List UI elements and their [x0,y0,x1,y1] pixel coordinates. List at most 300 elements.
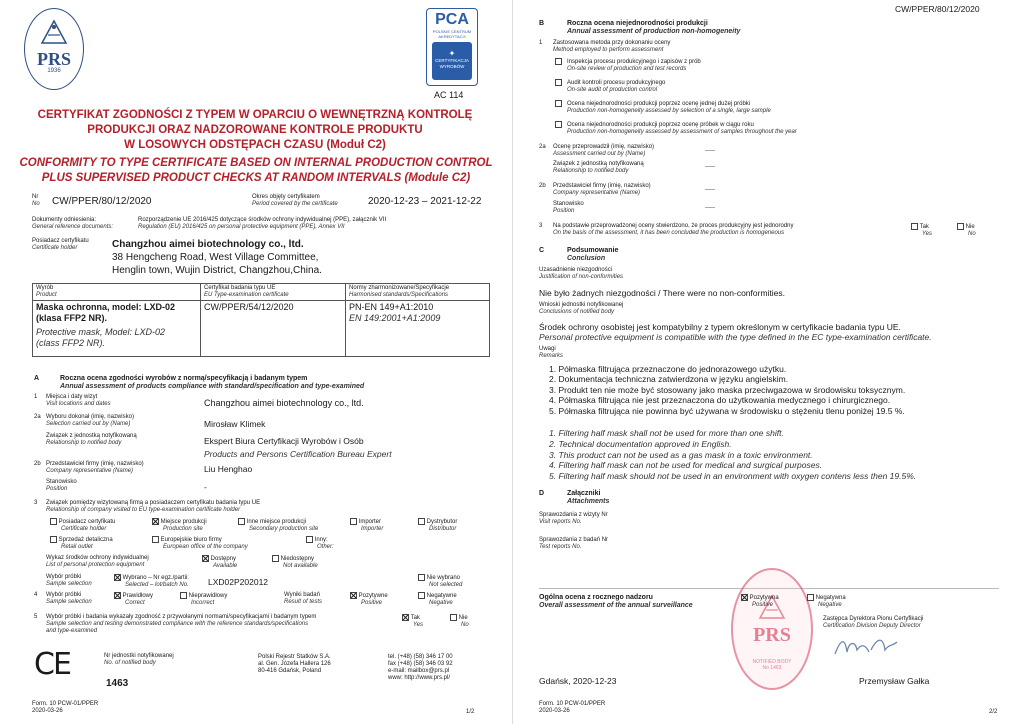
opt4-label: Importer [358,519,382,526]
period-value: 2020-12-23 – 2021-12-22 [368,196,482,207]
concl-label [539,302,623,316]
section-b-title-pl: Roczna ocena niejednorodności produkcji [567,20,708,27]
a2b-value-pl: Ekspert Biura Certyfikacji Wyrobów i Osób [204,436,364,446]
test-reports [539,537,608,551]
a3-label [46,500,260,514]
pca-badge [432,42,472,80]
col-cert-pl: Certyfikat badania typu UE [204,285,276,291]
rem-pl: Uwagi [539,346,556,352]
star-icon: ✦ [448,49,456,58]
pca-logo [426,8,478,86]
b3-label [553,223,793,237]
docref-label-en: General reference documents: [32,224,114,230]
period-label-en: Period covered by the certificate [252,201,338,207]
a1-num: 1 [34,394,38,400]
b2b-value: ----- [705,164,715,170]
a1-value: Changzhou aimei biotechnology co., ltd. [204,398,364,408]
tel: tel. (+48) (58) 346 17 00 [388,654,453,660]
title-pl [20,108,490,153]
opt-production-site[interactable] [152,518,207,533]
overall-pos: Pozytywna [749,595,779,602]
b3-no[interactable] [957,223,976,238]
b2a-value: ----- [705,148,715,154]
period-label [252,194,338,208]
b2d-pl: Stanowisko [553,201,584,207]
neg-label: Negatywne [426,593,457,600]
concl-pl: Wnioski jednostki notyfikowanej [539,302,624,308]
a4-label [46,592,92,606]
sel-label-en: Sample selection [46,581,92,587]
pca-sub1: POLSKIE CENTRUM [432,29,472,34]
docref-en: Regulation (EU) 2016/425 on personal protective equipment (PPE), Annex VII [138,224,345,230]
checkbox-checked-icon[interactable] [202,555,209,562]
holder-address1: 38 Hengcheng Road, West Village Committee, [112,252,319,263]
title-pl-line3: W LOSOWYCH ODSTĘPACH CZASU (Moduł C2) [124,139,386,151]
col-std-pl: Normy zharmonizowane/Specyfikacje [349,285,450,291]
opt-negative[interactable] [418,592,457,607]
nb-number: 1463 [106,678,129,689]
signer-name: Przemysław Gałka [859,676,930,686]
checkbox-icon[interactable] [911,223,918,230]
ppe-list-pl: Wykaz środków ochrony indywidualnej [46,555,149,561]
nc-en: Justification of non-conformities [539,274,624,280]
a2-pl: Sprawozdania z badań Nr [539,537,609,543]
checkbox-checked-icon[interactable] [152,518,159,525]
list-item: 3. This product can not be used as a gas mask in a toxic environment. [549,449,813,460]
concl-value-en: Personal protective equipment is compatible with the type defined in the EC type-examination certificate. [539,332,932,342]
overall-en: Overall assessment of the annual surveillance [539,602,693,609]
r-form-date: 2020-03-26 [539,708,570,714]
www: www: http://www.prs.pl/ [388,675,451,681]
holder-name: Changzhou aimei biotechnology co., ltd. [112,239,304,250]
dep2: Certification Division Deputy Director [823,623,921,629]
res-label-en: Result of tests [284,599,323,605]
a2d-value: - [204,482,207,492]
opt-positive[interactable] [350,592,388,607]
b2a-en: Assessment carried out by (Name) [553,151,646,157]
checkbox-icon[interactable] [50,518,57,525]
opt-certificate-holder[interactable] [50,518,115,533]
a5-num: 5 [34,614,38,620]
sel2-label: Nie wybrano [426,575,461,582]
remarks-pl-list [549,364,905,416]
section-d-title-en: Attachments [567,498,610,505]
c2-en: Incorrect [191,600,215,607]
opt-incorrect[interactable] [180,592,227,607]
prs-logo-year: 1936 [47,68,61,74]
org3: 80-416 Gdańsk, Poland [258,668,322,674]
ppe-list-label [46,555,149,569]
nr-label [32,194,40,208]
certificate-number: CW/PPER/80/12/2020 [52,196,152,207]
b1-label [553,40,670,54]
checkbox-checked-icon[interactable] [114,574,121,581]
b3-nie: Nie [965,224,975,231]
concl-value [539,322,932,342]
checkbox-icon[interactable] [152,536,159,543]
rem-en: Remarks [539,353,564,359]
checkbox-icon[interactable] [957,223,964,230]
section-c-letter: C [539,247,545,254]
title-pl-line2: PRODUKCJI ORAZ NADZOROWANE KONTROLE PRODUKTU [87,124,423,136]
b3-tak: Tak [919,224,929,231]
b1-en: Method employed to perform assessment [553,47,664,53]
list-item: 1. Półmaska filtrująca przeznaczone do jednorazowego użytku. [549,364,787,374]
opt3-label: Inne miejsce produkcji [246,519,307,526]
checkbox-icon[interactable] [555,79,562,86]
right-page-number: 2/2 [989,709,998,715]
a2b-label [46,433,137,447]
a4-label-pl: Wybór próbki [46,592,82,598]
opt-secondary-site[interactable] [238,518,318,533]
title-en-line2: PLUS SUPERVISED PRODUCT CHECKS AT RANDOM INTERVALS (Module C2) [41,172,471,184]
col-product-en: Product [36,292,57,298]
checkbox-icon[interactable] [50,536,57,543]
holder-label-pl: Posiadacz certyfikatu [32,238,89,244]
sample-selection-label [46,574,92,588]
a5-label [46,614,396,635]
holder-label [32,238,89,252]
product-pl: Maska ochronna, model: LXD-02 [36,302,176,312]
list-item: 2. Dokumentacja techniczna zatwierdzona w języku angielskim. [549,374,789,385]
b1-num: 1 [539,40,543,46]
mail: e-mail: mailbox@prs.pl [388,668,450,674]
a2a-value: Mirosław Klimek [204,419,266,429]
checkbox-icon[interactable] [238,518,245,525]
a2b-label-en: Relationship to notified body [46,440,122,446]
sel2-en: Not selected [429,582,463,589]
neg-en: Negative [429,600,453,607]
ce-mark: CE [34,647,70,682]
std-en-value: EN 149:2001+A1:2009 [349,313,441,323]
visit-reports [539,512,608,526]
sel1-label: Wybrano – Nr egz./partii: [122,575,189,582]
deputy-title [823,616,923,630]
a1-label-en: Visit locations and dates [46,401,111,407]
a2a-label-en: Selection carried out by (Name) [46,421,131,427]
a1-label [46,394,111,408]
checkbox-icon[interactable] [306,536,313,543]
title-en-line1: CONFORMITY TO TYPE CERTIFICATE BASED ON INTERNAL PRODUCTION CONTROL [19,157,493,169]
a3-label-pl: Związek pomiędzy wizytowaną firmą a posiadaczem certyfikatu badania typu UE [46,500,261,506]
b2d-label [553,201,584,215]
a2d-label-en: Position [46,486,68,492]
opt-available[interactable] [202,555,237,570]
col-standards [346,284,490,301]
checkbox-icon[interactable] [555,121,562,128]
pca-sub3: CERTYFIKACJA [435,58,469,63]
opt-other[interactable] [306,536,334,551]
section-c-title-en: Conclusion [567,255,606,262]
avail-label: Dostępny [210,556,237,563]
b2b-en: Relationship to notified body [553,168,629,174]
pca-sub2: AKREDYTACJI [438,34,466,39]
product-en2: (class FFP2 NR). [36,338,106,348]
opt2-en: Production site [163,526,203,533]
opt5-en: Distributor [429,526,457,533]
a2a-num: 2a [34,414,41,420]
section-b-letter: B [539,20,545,27]
form-id [32,701,98,715]
a4-label-en: Sample selection [46,599,92,605]
avail-en: Available [213,563,238,570]
b2c-value: ----- [705,187,715,193]
r-form: Form. 10 PCW-01/PPER [539,701,606,707]
section-b-title [567,20,740,36]
overall-pos-en: Positive [752,602,774,609]
overall-label [539,594,693,610]
overall-pl: Ogólna ocena z rocznego nadzoru [539,594,653,601]
b2a-num: 2a [539,144,546,150]
c2-label: Nieprawidłowy [188,593,228,600]
b2c-label [553,183,651,197]
section-c-title [567,247,618,263]
opt4-en: Importer [361,526,384,533]
a2b-value [204,436,392,459]
checkbox-icon[interactable] [555,58,562,65]
list-item: 5. Filtering half mask should not be used in an environment with oxygen contens less then 19.5%. [549,471,917,482]
b3-en: On the basis of the assessment, it has been concluded the production is homogeneous [553,230,785,236]
tak-label: Tak [410,615,420,622]
m2: Audit kontroli procesu produkcyjnego [567,80,666,87]
cert-cell [201,301,346,357]
page-number: 1/2 [466,709,475,715]
section-a-title-pl: Roczna ocena zgodności wyrobów z normą/specyfikacją i badanym typem [60,375,308,382]
list-item: 4. Półmaska filtrująca nie jest przeznaczona do użytkowania medycznego i chirurgicznego. [549,395,891,406]
opt-distributor[interactable] [418,518,457,533]
navail-label: Niedostępny [280,556,315,563]
cert-value: CW/PPER/54/12/2020 [204,302,294,312]
prs-logo [24,8,84,90]
org1: Polski Rejestr Statków S.A. [258,654,331,660]
section-c-title-pl: Podsumowanie [567,247,619,254]
section-a-letter: A [34,375,40,382]
opt1-label: Posiadacz certyfikatu [58,519,116,526]
opt2-label: Miejsce produkcji [160,519,207,526]
section-d-letter: D [539,490,545,497]
a2d-label-pl: Stanowisko [46,479,77,485]
table-row [33,301,490,357]
a2c-label-pl: Przedstawiciel firmy (imię, nazwisko) [46,461,144,467]
concl-en: Conclusions of notified body [539,309,615,315]
section-b-title-en: Annual assessment of production non-homogeneity [567,28,741,35]
checkbox-checked-icon[interactable] [114,592,121,599]
method-3[interactable] [555,100,771,115]
remarks-label [539,346,563,360]
nc-label [539,267,623,281]
section-a-title-en: Annual assessment of products compliance with standard/specification and type-examined [60,383,365,390]
org-contact [388,654,453,682]
res-label-pl: Wyniki badań [284,592,320,598]
form-date: 2020-03-26 [32,708,63,714]
product-table [32,283,490,357]
pca-logo-text: PCA [435,11,469,28]
m4: Ocena niejednorodności produkcji poprzez ocenę próbek w ciągu roku [567,122,754,129]
opt-retail[interactable] [50,536,113,551]
m3-en: Production non-homogeneity assessed by selection of a single, large sample [567,108,771,115]
docref-label-pl: Dokumenty odniesienia: [32,217,97,223]
prs-logo-text: PRS [36,49,71,69]
std-value: PN-EN 149+A1:2010 [349,302,434,312]
prs-stamp [731,568,813,690]
sel-label-pl: Wybór próbki [46,574,82,580]
list-item: 3. Produkt ten nie może być stosowany jako maska przeciwgazowa w środowisku toksycznym. [549,384,906,395]
period-label-pl: Okres objęty certyfikatem [252,194,320,200]
a2c-num: 2b [34,461,41,467]
opt-not-available[interactable] [272,555,318,570]
col-std-en: Harmonised standards/Specifications [349,292,449,298]
title-pl-line1: CERTYFIKAT ZGODNOŚCI Z TYPEM W OPARCIU O WEWNĘTRZNĄ KONTROLĘ [37,109,473,121]
overall-neg-en: Negative [818,602,842,609]
opt-importer[interactable] [350,518,383,533]
method-1[interactable] [555,58,701,73]
fax: fax (+48) (58) 346 03 92 [388,661,453,667]
title-en [6,156,506,186]
overall-positive[interactable] [741,594,779,609]
list-item: 5. Półmaska filtrująca nie powinna być używana w środowisku o stężeniu tlenu poniżej 19.5 %. [549,405,905,416]
checkbox-icon[interactable] [418,574,425,581]
opt7-label: Europejskie biuro firmy [160,537,222,544]
col-cert-en: EU Type-examination certificate [204,292,289,298]
docref-label [32,217,113,231]
stamp-sub: NOTIFIED BODY [752,659,792,665]
docref-pl: Rozporządzenie UE 2016/425 dotyczące środków ochrony indywidualnej (PPE), załącznik VII [138,217,387,223]
opt6-label: Sprzedaż detaliczna [58,537,113,544]
opt-correct[interactable] [114,592,153,607]
section-d-title [567,490,609,506]
docref-text [138,217,386,231]
a1-en: Visit reports No. [539,519,582,525]
section-d-title-pl: Załączniki [567,490,601,497]
pca-code: AC 114 [434,90,464,100]
opt-european-office[interactable] [152,536,248,551]
checkbox-icon[interactable] [807,594,814,601]
checkbox-icon[interactable] [450,614,457,621]
product-pl2: (klasa FFP2 NR). [36,313,108,323]
b2d-en: Position [553,208,575,214]
checkbox-checked-icon[interactable] [741,594,748,601]
nb-label-pl: Nr jednostki notyfikowanej [104,653,174,659]
opt8-en: Other: [317,544,334,551]
a4-num: 4 [34,592,38,598]
b2a-pl: Ocenę przeprowadził (imię, nazwisko) [553,144,655,150]
std-cell [346,301,490,357]
a2c-label [46,461,144,475]
sel1-en: Selected – lot/batch No. [125,582,189,589]
opt8-label: Inny: [314,537,328,544]
b2a-label [553,144,654,158]
m4-en: Production non-homogeneity assessed by assessment of samples throughout the year [567,129,797,136]
m1-en: On-site review of production and test records [567,66,687,73]
navail-en: Not available [283,563,318,570]
org-address [258,654,331,675]
c1-label: Prawidłowy [122,593,154,600]
opt-no[interactable] [450,614,469,629]
prs-emblem-icon [34,17,74,45]
opt1-en: Certificate holder [61,526,107,533]
nr-label-pl: Nr [32,194,39,200]
checkbox-icon[interactable] [272,555,279,562]
b3-pl: Na podstawie przeprowadzonej oceny stwierdzono, że proces produkcyjny jest jednorodny [553,223,794,229]
method-2[interactable] [555,79,665,94]
holder-address2: Henglin town, Wujin District, Changzhou,China. [112,265,322,276]
m2-en: On-site audit of production control [567,87,658,94]
b3-yes[interactable] [911,223,932,238]
a2c-value: Liu Henghao [204,464,253,474]
a2d-label [46,479,77,493]
opt7-en: European office of the company [163,544,248,551]
b2b-num: 2b [539,183,546,189]
b1-pl: Zastosowana metoda przy dokonaniu oceny [553,40,671,46]
checkbox-icon[interactable] [418,518,425,525]
b2b-pl: Związek z jednostką notyfikowaną [553,161,644,167]
checkbox-icon[interactable] [555,100,562,107]
opt-yes[interactable] [402,614,423,629]
method-4[interactable] [555,121,797,136]
pos-label: Pozytywne [358,593,388,600]
signature-icon [831,632,901,662]
list-item: 2. Technical documentation approved in English. [549,438,732,449]
nr-label-en: No [32,201,40,207]
overall-negative[interactable] [807,594,846,609]
product-table-header [33,284,490,301]
opt-selected[interactable] [114,574,189,589]
col-product [33,284,201,301]
col-cert [201,284,346,301]
b2b-label [553,161,644,175]
b3-no-en: No [968,231,976,238]
a2-en: Test reports No. [539,544,582,550]
a5-label-pl: Wybór próbki i badania wykazały zgodność z przywołanymi normami/specyfikacjami i badanym typem [46,614,317,620]
c1-en: Correct [125,600,145,607]
b2c-pl: Przedstawiciel firmy (imię, nazwisko) [553,183,651,189]
checkbox-checked-icon[interactable] [402,614,409,621]
a1-label-pl: Miejsca i daty wizyt [46,394,98,400]
opt6-en: Retail outlet [61,544,93,551]
nb-label [104,653,174,667]
holder-label-en: Certificate holder [32,245,78,251]
nb-label-en: No. of notified body [104,660,156,666]
stamp-number: No 1463 [762,665,782,671]
nc-value: Nie było żadnych niezgodności / There were no non-conformities. [539,288,786,298]
nie-label: Nie [458,615,468,622]
checkbox-icon[interactable] [180,592,187,599]
no-en: No [461,622,469,629]
m3: Ocena niejednorodności produkcji poprzez ocenę jednej dużej próbki [567,101,751,108]
dep1: Zastępca Dyrektora Pionu Certyfikacji [823,616,924,622]
opt-not-selected[interactable] [418,574,462,589]
section-a-title [60,375,364,391]
ppe-list-en: List of personal protection equipment [46,562,145,568]
product-cell [33,301,201,357]
checkbox-checked-icon[interactable] [350,592,357,599]
stamp-text: PRS [753,624,791,646]
pca-sub4: WYROBÓW [439,64,465,69]
list-item: 4. Filtering half mask can not be used for medical and surgical purposes. [549,460,823,471]
holder-info [112,238,322,277]
col-product-pl: Wyrób [36,285,54,291]
batch-number: LXD02P202012 [208,577,269,587]
overall-neg: Negatywna [815,595,846,602]
yes-en: Yes [413,622,424,629]
a3-num: 3 [34,500,38,506]
right-form-id [539,701,605,715]
a1-pl: Sprawozdania z wizyty Nr [539,512,608,518]
list-item: 1. Filtering half mask shall not be used for more than one shift. [549,428,784,438]
a2a-label-pl: Wyboru dokonał (imię, nazwisko) [46,414,134,420]
checkbox-icon[interactable] [418,592,425,599]
checkbox-icon[interactable] [350,518,357,525]
